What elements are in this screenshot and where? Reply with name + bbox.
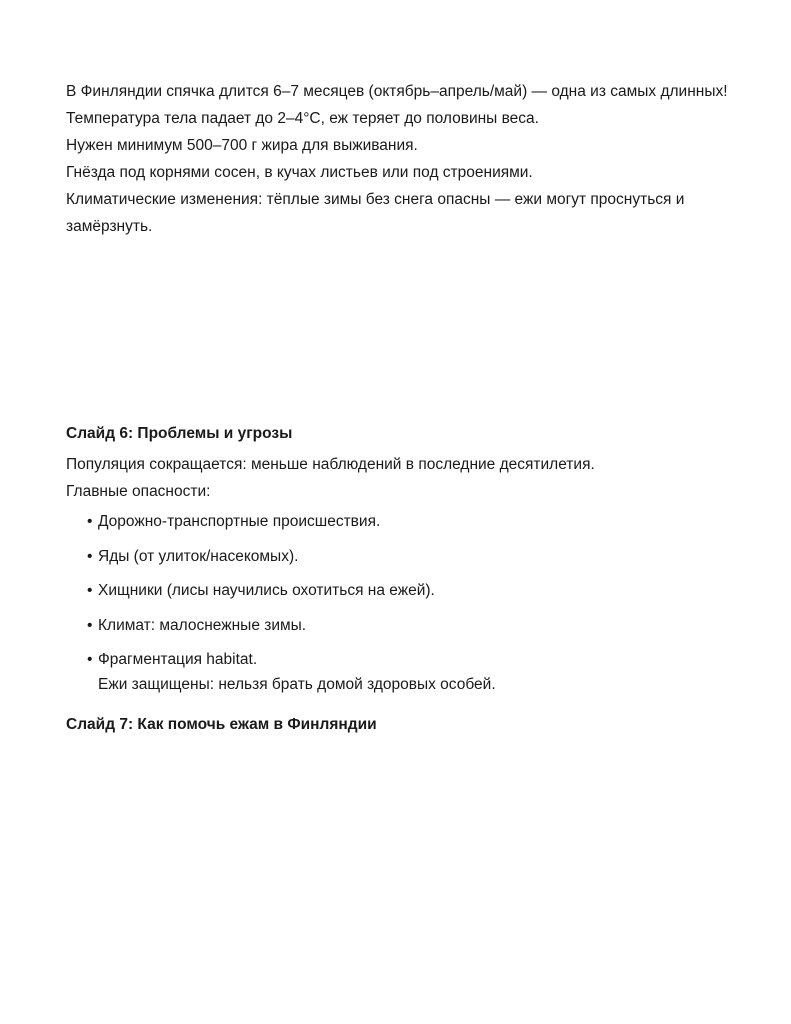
list-item [87,580,746,602]
dangers-label: Главные опасности: [66,483,211,500]
spacer [66,240,746,423]
list-item [87,649,746,671]
fact-body-temperature: Температура тела падает до 2–4°C, еж теряет до половины веса. [66,110,539,127]
bullet-icon: • [87,547,93,565]
slide-7-heading: Слайд 7: Как помочь ежам в Финляндии [66,716,377,733]
list-item-text: Фрагментация habitat. [98,651,258,668]
bullet-icon: • [87,616,93,634]
slide-6-heading: Слайд 6: Проблемы и угрозы [66,425,293,442]
bullet-icon: • [87,582,93,599]
list-item [87,511,746,533]
list-item [87,615,746,637]
population-text: Популяция сокращается: меньше наблюдений в последние десятилетия. [66,456,595,473]
document-page [66,78,746,736]
protection-note: Ежи защищены: нельзя брать домой здоровых особей. [98,676,496,693]
list-item-text: Дорожно-транспортные происшествия. [98,513,381,530]
fact-climate-change: Климатические изменения: тёплые зимы без снега опасны — ежи могут проснуться и замёрзнуть. [66,191,685,235]
fact-hibernation-duration: В Финляндии спячка длится 6–7 месяцев (октябрь–апрель/май) — одна из самых длинных! [66,83,728,100]
bullet-icon: • [87,513,93,530]
list-item-text: Яды (от улиток/насекомых). [98,547,299,565]
list-item-text: Хищники (лисы научились охотиться на ежей). [98,582,435,599]
fact-nests: Гнёзда под корнями сосен, в кучах листьев или под строениями. [66,164,533,181]
hibernation-facts [66,78,746,240]
bullet-icon: • [87,651,93,668]
list-item [87,546,746,568]
fact-fat-needed: Нужен минимум 500–700 г жира для выживания. [66,137,418,154]
dangers-list [66,511,746,671]
list-item-text: Климат: малоснежные зимы. [98,616,307,634]
